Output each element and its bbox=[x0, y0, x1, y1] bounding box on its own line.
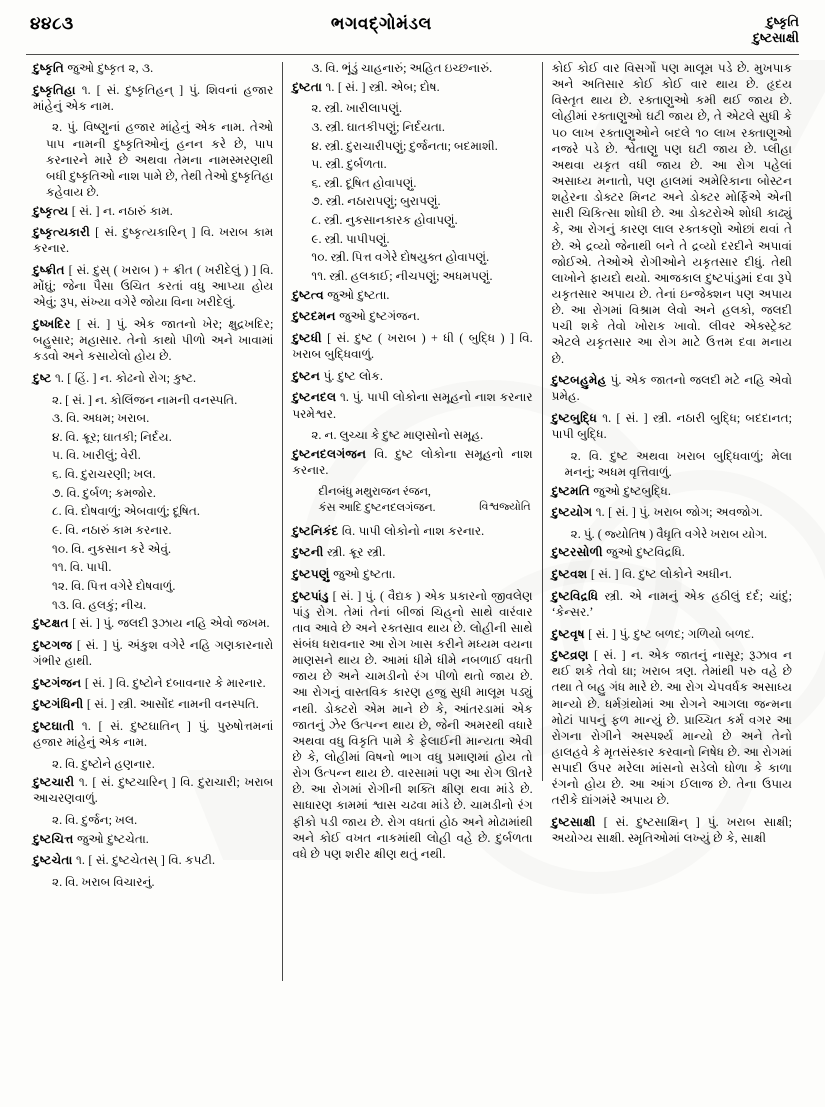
entry-definition: ૧. [ સં. ] પું. ખરાબ જોગ; અવજોગ. bbox=[592, 505, 763, 520]
entry-headword[interactable]: દુષ્ટતા bbox=[292, 79, 323, 94]
entry-headword[interactable]: દુષ્કૃતિહા bbox=[33, 82, 76, 97]
entry-headword[interactable]: દુષ્ટપાંડુ bbox=[292, 588, 329, 603]
entry-sense: ૧૨. વિ. પિત્ત વગેરે દોષવાળું. bbox=[52, 578, 176, 593]
dictionary-entry bbox=[292, 523, 532, 539]
entry-sense: ૫. સ્ત્રી. દુર્બળતા. bbox=[311, 157, 387, 172]
entry-headword[interactable]: દુષ્ટબહુમેહ bbox=[551, 373, 607, 388]
entry-continuation bbox=[552, 60, 792, 367]
entry-headword[interactable]: દુષ્ટપણું bbox=[292, 566, 330, 581]
entry-headword[interactable]: દુષ્ટનદલગંજન bbox=[292, 446, 367, 461]
entry-definition: ૧. [ હિં. ] ન. કોઢનો રોગ; કુષ્ટ. bbox=[51, 370, 197, 385]
entry-headword[interactable]: દુષ્ટધી bbox=[292, 330, 322, 345]
entry-definition: ૧. [ સં. દુષ્ટઘાતિન્ ] પું. પુરુષોત્તમનાં હજાર માંહેનું એક નામ. bbox=[33, 718, 274, 750]
entry-sense: ૫. વિ. ખારીલું; વેરી. bbox=[52, 448, 141, 463]
entry-sense: ૨. [ સં. ] ન. કોલિંજન નામની વનસ્પતિ. bbox=[52, 392, 238, 407]
dictionary-entry bbox=[552, 410, 792, 442]
entry-definition: જુઓ દુષ્ટબુદ્ધિ. bbox=[589, 483, 671, 498]
entry-headword[interactable]: દુષ્ટચિત્ત bbox=[33, 831, 74, 846]
dictionary-entry bbox=[292, 389, 532, 421]
dictionary-entry bbox=[292, 330, 532, 362]
entry-sense: ૮. વિ. દોષવાળું; એબવાળું; દૂષિત. bbox=[52, 504, 200, 519]
entry-sense: ૭. સ્ત્રી. નઠારાપણું; બુરાપણું. bbox=[311, 194, 441, 209]
entry-headword[interactable]: દુષ્કૃતિ bbox=[33, 61, 64, 75]
dictionary-entry bbox=[33, 675, 273, 691]
entry-sense: ૬. સ્ત્રી. દૂષિત હોવાપણું. bbox=[311, 175, 417, 190]
entry-sense: ૩. વિ. અધમ; ખરાબ. bbox=[52, 411, 150, 426]
entry-definition: ૧. [ સં. દુષ્ટચેતસ્ ] વિ. કપટી. bbox=[72, 853, 215, 868]
dictionary-entry bbox=[292, 308, 532, 324]
entry-sense: ૬. વિ. દુરાચરણી; ખલ. bbox=[52, 467, 156, 482]
header-rule bbox=[26, 54, 799, 55]
dictionary-entry bbox=[33, 262, 273, 310]
dictionary-entry bbox=[33, 224, 273, 256]
entry-sense: ૯. સ્ત્રી. પાપીપણું. bbox=[311, 231, 390, 246]
entry-headword[interactable]: દુષ્ટમતિ bbox=[551, 483, 590, 498]
entry-headword[interactable]: દુષ્ટઘાતી bbox=[33, 718, 75, 733]
entry-headword[interactable]: દુષ્ટનિકંદ bbox=[292, 523, 339, 538]
verse-quotation bbox=[292, 484, 532, 517]
dictionary-entry bbox=[292, 566, 532, 582]
column-2 bbox=[283, 60, 541, 1101]
entry-headword[interactable]: દુષ્કૃત્યકારી bbox=[33, 225, 90, 240]
entry-definition: કોઈ કોઈ વાર વિસર્ગો પણ માલૂમ પડે છે. મુખપાક અને અતિસાર કોઈ કોઈ વાર થાય છે. હૃદય વિસ્તૃત થાય છે. રક્તાણુઓ કમી થઈ જાય છે. લોહીમાં રક્તાણુઓ ઘટી જાય છે, તે એટલે સુધી કે ૫૦ લાખ રક્તાણુઓને બદલે ૧૦ લાખ રક્તાણુઓ નજરે પડે છે. શ્વેતાણુ પણ ઘટી જાય છે. પ્લીહા અથવા યકૃત વધી જાય છે. આ રોગ પહેલાં અસાધ્ય મનાતો, પણ હાલમાં અમેરિકાના બોસ્ટન શહેરના ડોક્ટર મિનટ અને ડોક્ટર મોર્ફિએ એની સારી ચિકિત્સા શોધી છે. આ ડોક્ટરોએ શોધી કાઢ્યું કે, આ રોગનું કારણ લાલ રક્તકણો ઓછાં થવાં તે છે. એ દ્રવ્યો જેનાથી બને તે દ્રવ્યો દરદીને અપાવાં જોઈએ. તેઓએ રોગીઓને યકૃતસાર દીધું. તેથી લાખોને ફાયદો થયો. આજકાલ દુષ્ટપાંડુમાં દવા રૂપે યકૃતસાર અપાય છે. તેનાં ઇન્જેક્શન પણ અપાય છે. આ રોગમાં વિશ્રામ લેવો અને હલકો, જલદી પચી શકે તેવો ખોરાક ખાવો. લીવર એક્સ્ટ્રેક્ટ એટલે યકૃતસાર આ રોગ માટે ઉત્તમ દવા મનાય છે. bbox=[551, 61, 792, 366]
dictionary-entry bbox=[292, 446, 532, 478]
dictionary-entry bbox=[552, 566, 792, 582]
entry-definition: [ સં. દુષ્ટસાક્ષિન્ ] પું. ખરાબ સાક્ષી; અયોગ્ય સાક્ષી. સ્મૃતિઓમાં લખ્યું છે કે, સાક્ષી bbox=[551, 815, 792, 846]
entry-definition: [ સં. દુસ્ ( ખરાબ ) + ક્રીત ( ખરીદેલું ) ] વિ. મોંઘું; જેના પૈસા ઉચિત કરતાં વધુ આપ્યા હોય એવું; રૂપ, સંખ્યા વગેરે જોયા વિના ખરીદેલું. bbox=[33, 263, 274, 310]
entry-headword[interactable]: દુષ્ટત્વ bbox=[292, 287, 324, 302]
entry-definition: [ સં. ] પું. એક જાતનો ખેર; ક્ષુદ્રખદિર; બહુસાર; મહાસાર. તેનો કાથો પીળો અને ખાવામાં કડવો અને કસાયેલો હોય છે. bbox=[33, 316, 274, 364]
running-head-first-entry: દુષ્કૃતિ bbox=[766, 14, 799, 29]
dictionary-entry bbox=[292, 79, 532, 95]
page-header bbox=[0, 0, 825, 58]
entry-definition: [ સં. ] પું. ( વૈદ્યક ) એક પ્રકારનો જીવલેણ પાંડુ રોગ. તેમાં તેનાં બીજાં ચિહ્‌નો સાથે વારંવાર તાવ આવે છે અને રક્તસ્રાવ થાય છે. લોહીની સાથે સંબંધ ધરાવનાર આ રોગ ખાસ કરીને મધ્યમ વયના માણસને થાય છે. આમાં ધીમે ધીમે નબળાઈ વધતી જાય છે અને ચામડીનો રંગ પીળો થતો જાય છે. આ રોગનું વાસ્તવિક કારણ હજુ સુધી માલૂમ પડ્યું નથી. ડોક્ટરો એમ માને છે કે, આંતરડામાં એક જાતનું ઝેર ઉત્પન્ન થાય છે, જેની અમરથી વધારે અથવા વધુ વિકૃતિ પામે કે ફેલાઈની માન્યતા એવી છે કે, લોહીમાં વિષનો ભાગ વધુ પ્રમાણમાં હોય તો રોગ ઉત્પન્ન થાય છે. વારસામાં પણ આ રોગ ઊતરે છે. આ રોગમાં રોગીની શક્તિ ક્ષીણ થવા માંડે છે. સાધારણ કામમાં શ્વાસ ચઢવા માંડે છે. ચામડીનો રંગ ફીકો પડી જાય છે. રોગ વધતાં હોઠ અને મોઢામાંથી અને કોઈ વખત નાકમાંથી લોહી વહે છે. દુર્બળતા વધે છે પણ શરીર ક્ષીણ થતું નથી. bbox=[292, 588, 533, 861]
entry-definition: સ્ત્રી. ક્રૂર સ્ત્રી. bbox=[323, 545, 386, 560]
entry-sense: ૨. વિ. દુષ્ટ અથવા ખરાબ બુદ્ધિવાળું; મેલા મનનું; અધમ વૃત્તિવાળું. bbox=[564, 448, 792, 479]
entry-definition: જુઓ દુષ્ટગંજન. bbox=[335, 309, 420, 324]
dictionary-entry bbox=[33, 60, 273, 76]
dictionary-entry bbox=[552, 504, 792, 520]
entry-definition: [ સં. ] પું. જલદી રૂઝાય નહિ એવો જખમ. bbox=[68, 616, 270, 631]
column-1 bbox=[24, 60, 282, 1101]
entry-headword[interactable]: દુષ્ટક્ષત bbox=[33, 616, 69, 631]
entry-definition: વિ. પાપી લોકોનો નાશ કરનાર. bbox=[338, 523, 485, 538]
entry-headword[interactable]: દુષ્ટયોગ bbox=[551, 505, 593, 520]
entry-sense: ૨. વિ. દુર્જન; ખલ. bbox=[52, 813, 138, 828]
dictionary-entry bbox=[552, 483, 792, 499]
entry-headword[interactable]: દુષ્ક્રીત bbox=[33, 263, 65, 278]
running-heads bbox=[689, 14, 799, 47]
entry-sense: ૨. પું. ( જ્યોતિષ ) વૈધૃતિ વગેરે ખરાબ યોગ. bbox=[570, 526, 768, 541]
entry-definition: [ સં. ] ન. નઠારું કામ. bbox=[68, 203, 173, 218]
entry-headword[interactable]: દુષ્ટ bbox=[33, 370, 52, 385]
dictionary-entry bbox=[552, 647, 792, 808]
entry-definition: જુઓ દુષ્કૃત ૨, ૩. bbox=[63, 61, 154, 75]
entry-definition: ૧. [ સં. ] સ્ત્રી. નઠારી બુદ્ધિ; બદદાનત; પાપી બુદ્ધિ. bbox=[551, 410, 792, 442]
dictionary-entry bbox=[33, 203, 273, 219]
entry-headword[interactable]: દુષ્ટવશ bbox=[551, 567, 588, 582]
entry-definition: જુઓ દુષ્ટતા. bbox=[329, 566, 396, 581]
dictionary-entry bbox=[292, 588, 532, 862]
entry-sense: ૧૧. સ્ત્રી. હલકાઈ; નીચપણું; અધમપણું. bbox=[311, 269, 493, 284]
entry-headword[interactable]: દુષ્ટની bbox=[292, 545, 324, 560]
columns-container bbox=[0, 60, 825, 1101]
entry-headword[interactable]: દુષ્ટવ્રણ bbox=[551, 648, 589, 663]
entry-definition: ૧. [ સં. દુષ્ટચારિન્ ] વિ. દુરાચારી; ખરાબ આચરણવાળું. bbox=[33, 775, 274, 806]
entry-definition: [ સં. ] ન. એક જાતનું નાસૂર; રૂઝાવ ન થઈ શકે તેવો ઘા; ખરાબ ત્રણ. તેમાંથી પરુ વહે છે તથા તે બહુ ગંધ મારે છે. આ રોગ ચેપવર્ધક અસાધ્ય માન્યો છે. ધર્મગ્રંથોમાં આ રોગને આગલા જન્મના મોટાં પાપનું ફળ માન્યું છે. પ્રાચ્ચિત કર્મ વગર આ રોગના રોગીને અસ્પર્શ્ય માન્યો છે અને તેનો હાલહવે કે મૃતસંસ્કાર કરવાનો નિષેધ છે. આ રોગમાં સપાદી ઉપર મરેલા માંસનો સડેલો ઘોળા કે કાળા રંગનો હોય છે. આ આંગ ઈલાજ છે. તેના ઉપાય તરીકે દ્યાંગમંરે અપાય છે. bbox=[551, 648, 792, 808]
entry-headword[interactable]: દુષ્ટનદલ bbox=[292, 390, 337, 405]
entry-headword[interactable]: દુષ્ટદમન bbox=[292, 309, 336, 324]
entry-definition: [ સં. ] સ્ત્રી. આસોંદ નામની વનસ્પતિ. bbox=[83, 697, 259, 712]
dictionary-entry bbox=[292, 544, 532, 560]
dictionary-entry bbox=[33, 696, 273, 712]
dictionary-entry bbox=[33, 316, 273, 364]
entry-definition: જુઓ દુષ્ટવિદ્રધિ. bbox=[602, 545, 685, 560]
dictionary-entry bbox=[552, 626, 792, 642]
entry-definition: ૧. [ સં. દુષ્કૃતિહન્ ] પું. શિવનાં હજાર માંહેનું એક નામ. bbox=[33, 82, 274, 113]
entry-headword[interactable]: દુષ્ટવૃષ bbox=[551, 626, 585, 641]
entry-definition: [ સં. દુષ્ટ ( ખરાબ ) + ધી ( બુદ્ધિ ) ] વિ. ખરાબ બુદ્ધિવાળું. bbox=[292, 330, 533, 362]
dictionary-entry bbox=[33, 831, 273, 847]
dictionary-entry bbox=[292, 368, 532, 384]
entry-sense: ૨. પું. વિષ્ણુનાં હજાર માંહેનું એક નામ. તેઓ પાપ નામની દુષ્કૃતિઓનું હનન કરે છે, પાપ કરનારને મારે છે અથવા તેમના નામસ્મરણથી બધી દુષ્કૃતિઓ નાશ પામે છે, તેથી તેઓ દુષ્કૃતિહા કહેવાય છે. bbox=[46, 120, 274, 199]
entry-sense: ૪. સ્ત્રી. દુરાચારીપણું; દુર્જનતા; બદમાશી. bbox=[311, 138, 498, 153]
entry-sense: ૪. વિ. ક્રૂર; ઘાતકી; નિર્દય. bbox=[52, 429, 172, 444]
page-number: ૪૪૮૩ bbox=[30, 14, 74, 33]
dictionary-entry bbox=[292, 287, 532, 303]
entry-headword[interactable]: દુષ્ટચેતા bbox=[33, 853, 73, 868]
entry-sense: ૨. વિ. ખરાબ વિચારનું. bbox=[52, 875, 155, 890]
entry-headword[interactable]: દુષ્ટચારી bbox=[33, 775, 75, 790]
dictionary-entry bbox=[33, 82, 273, 114]
entry-definition: [ સં. દુષ્કૃત્યકારિન્ ] વિ. ખરાબ કામ કરનાર. bbox=[33, 225, 274, 256]
entry-sense: ૮. સ્ત્રી. નુકસાનકારક હોવાપણું. bbox=[311, 213, 458, 228]
entry-definition: [ સં. ] વિ. દુષ્ટોને દબાવનાર કે મારનાર. bbox=[81, 675, 266, 690]
entry-sense: ૨. સ્ત્રી. ખારીલાપણું. bbox=[311, 101, 403, 116]
entry-definition: સ્ત્રી. એ નામનું એક હઠીલું દર્દ; ચાંદું; ‘કેન્સર.’ bbox=[551, 588, 792, 619]
verse-line: દીનબંધુ મથુરાજન રંજન, bbox=[318, 485, 431, 498]
entry-headword[interactable]: દુષ્ટગંધિની bbox=[33, 697, 84, 712]
entry-headword[interactable]: દુષ્ટગજ bbox=[33, 637, 73, 652]
dictionary-entry bbox=[552, 814, 792, 846]
dictionary-entry bbox=[552, 544, 792, 560]
entry-definition: પું. એક જાતનો જલદી મટે નહિ એવો પ્રમેહ. bbox=[551, 373, 792, 404]
entry-headword[interactable]: દુષ્કૃત્ય bbox=[33, 203, 69, 218]
dictionary-entry bbox=[33, 615, 273, 631]
entry-definition: જુઓ દુષ્ટચેતા. bbox=[73, 831, 149, 846]
entry-sense: ૧૦. વિ. નુકસાન કરે એવું. bbox=[52, 541, 172, 556]
entry-definition: [ સં. ] પું. અંકુશ વગેરે નહિ ગણકારનારો ગંભીર હાથી. bbox=[33, 637, 274, 668]
entry-sense: ૨. ન. લુચ્ચા કે દુષ્ટ માણસોનો સમૂહ. bbox=[311, 428, 484, 443]
entry-sense: ૭. વિ. દુર્બળ; કમજોર. bbox=[52, 485, 156, 500]
entry-headword[interactable]: દુષ્ટરસોળી bbox=[551, 545, 603, 560]
dictionary-entry bbox=[552, 372, 792, 404]
dictionary-entry bbox=[33, 718, 273, 750]
dictionary-entry bbox=[33, 637, 273, 669]
column-3 bbox=[543, 60, 801, 1101]
verse-line: કંસ આદિ દુષ્ટનદલગંજન. વિશ્વજ્યોતિ bbox=[318, 501, 531, 515]
entry-headword[interactable]: દુષ્ખદિર bbox=[33, 316, 71, 331]
entry-headword[interactable]: દુષ્ટગંજન bbox=[33, 675, 82, 690]
entry-headword[interactable]: દુષ્ટસાક્ષી bbox=[551, 815, 596, 830]
entry-definition: ૧. પું. પાપી લોકોના સમૂહનો નાશ કરનાર પરમેશ્વર. bbox=[292, 390, 533, 421]
dictionary-entry bbox=[33, 852, 273, 868]
book-title: ભગવદ્ગોમંડલ bbox=[330, 14, 432, 33]
entry-sense: ૩. સ્ત્રી. ઘાતકીપણું; નિર્દયતા. bbox=[311, 119, 445, 134]
entry-definition: [ સં. ] વિ. દુષ્ટ લોકોને અધીન. bbox=[587, 567, 732, 582]
entry-definition: [ સં. ] પું. દુષ્ટ બળદ; ગળિયો બળદ. bbox=[584, 626, 755, 641]
entry-definition: જુઓ દુષ્ટતા. bbox=[323, 287, 390, 302]
dictionary-entry bbox=[33, 370, 273, 386]
entry-definition: ૧. [ સં. ] સ્ત્રી. એબ; દોષ. bbox=[322, 79, 440, 94]
entry-headword[interactable]: દુષ્ટવિદ્રધિ bbox=[551, 588, 599, 603]
entry-headword[interactable]: દુષ્ટબુદ્ધિ bbox=[551, 410, 598, 425]
entry-definition: પું. દુષ્ટ લોક. bbox=[320, 368, 383, 383]
verse-citation: વિશ્વજ્યોતિ bbox=[479, 501, 531, 514]
entry-sense: ૧૩. વિ. હલકું; નીચ. bbox=[52, 597, 147, 612]
entry-sense: ૧૧. વિ. પાપી. bbox=[52, 560, 112, 575]
entry-sense: ૧૦. સ્ત્રી. પિત્ત વગેરે દોષયુક્ત હોવાપણું. bbox=[311, 250, 490, 265]
entry-sense: ૨. વિ. દુષ્ટોને હણનાર. bbox=[52, 756, 155, 771]
dictionary-entry bbox=[33, 774, 273, 806]
entry-sense: ૩. વિ. ભૂંડું ચાહનારું; અહિત ઇચ્છનારું. bbox=[311, 61, 493, 75]
entry-headword[interactable]: દુષ્ટન bbox=[292, 368, 321, 383]
entry-definition: વિ. દુષ્ટ લોકોના સમૂહનો નાશ કરનાર. bbox=[292, 446, 533, 477]
entry-sense: ૯. વિ. નઠારું કામ કરનાર. bbox=[52, 523, 172, 538]
dictionary-entry bbox=[552, 588, 792, 620]
running-head-last-entry: દુષ્ટસાક્ષી bbox=[752, 30, 799, 46]
